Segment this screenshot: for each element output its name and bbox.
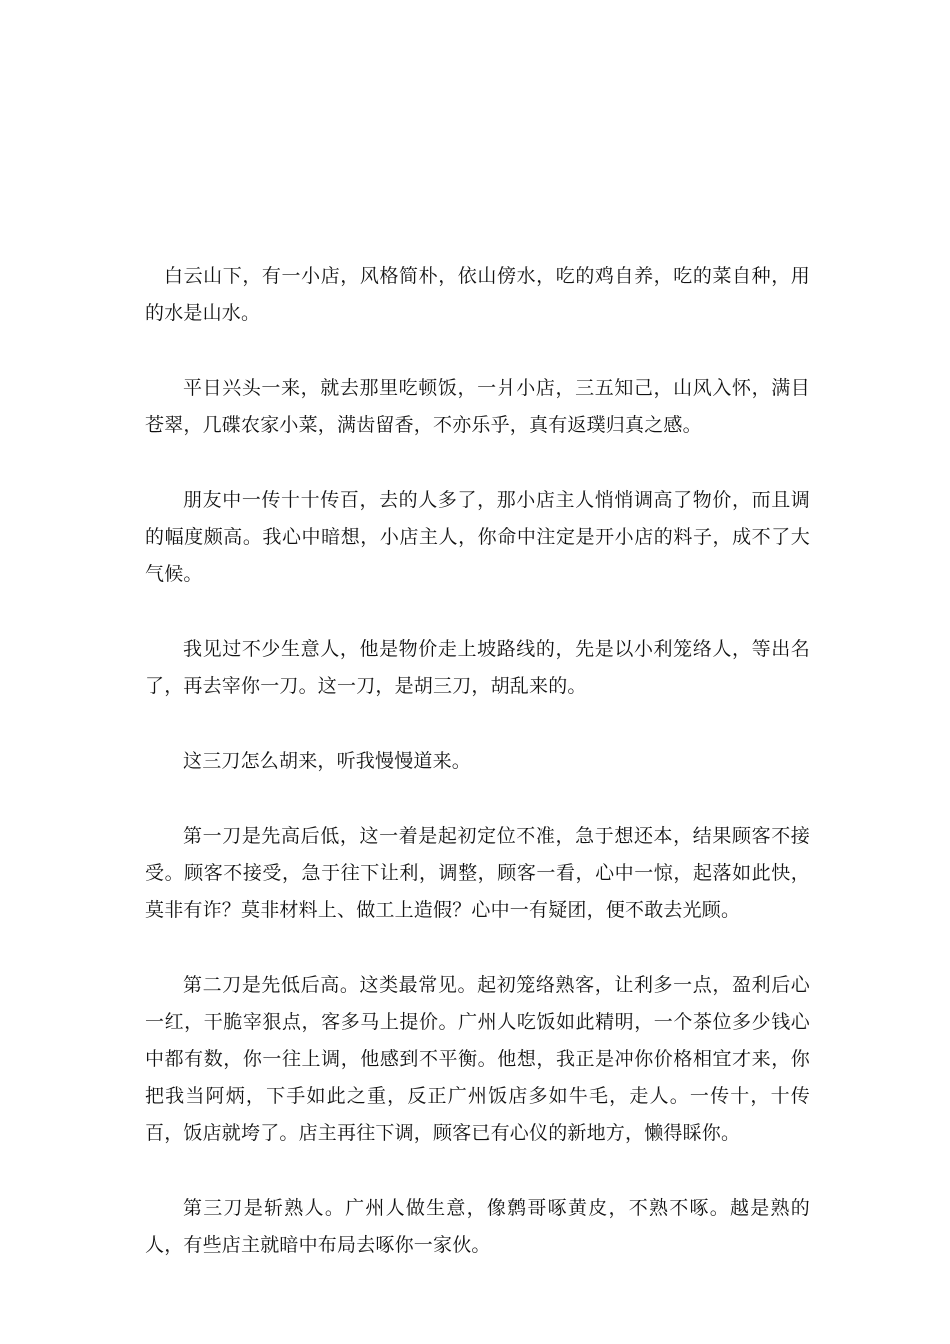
document-body xyxy=(145,258,810,1302)
paragraph-7: 第二刀是先低后高。这类最常见。起初笼络熟客，让利多一点，盈利后心一红，干脆宰狠点，客多马上提价。广州人吃饭如此精明，一个茶位多少钱心中都有数，你一往上调，他感到不平衡。他想，我正是冲你价格相宜才来，你把我当阿炳，下手如此之重，反正广州饭店多如牛毛，走人。一传十，十传百，饭店就垮了。店主再往下调，顾客已有心仪的新地方，懒得睬你。 xyxy=(145,974,810,1144)
paragraph-5: 这三刀怎么胡来，听我慢慢道来。 xyxy=(183,750,472,772)
paragraph-2: 平日兴头一来，就去那里吃顿饭，一爿小店，三五知己，山风入怀，满目苍翠，几碟农家小菜，满齿留香，不亦乐乎，真有返璞归真之感。 xyxy=(145,377,810,436)
paragraph-3: 朋友中一传十十传百，去的人多了，那小店主人悄悄调高了物价，而且调的幅度颇高。我心中暗想，小店主人，你命中注定是开小店的料子，成不了大气候。 xyxy=(145,489,810,585)
paragraph-6: 第一刀是先高后低，这一着是起初定位不准，急于想还本，结果顾客不接受。顾客不接受，急于往下让利，调整，顾客一看，心中一惊，起落如此快，莫非有诈？莫非材料上、做工上造假？心中一有疑团，便不敢去光顾。 xyxy=(145,825,810,921)
paragraph-8: 第三刀是斩熟人。广州人做生意，像鹩哥啄黄皮，不熟不啄。越是熟的人，有些店主就暗中布局去啄你一家伙。 xyxy=(145,1197,810,1256)
paragraph-4: 我见过不少生意人，他是物价走上坡路线的，先是以小利笼络人，等出名了，再去宰你一刀。这一刀，是胡三刀，胡乱来的。 xyxy=(145,638,810,697)
paragraph-1: 白云山下，有一小店，风格简朴，依山傍水，吃的鸡自养，吃的菜自种，用的水是山水。 xyxy=(145,265,810,324)
